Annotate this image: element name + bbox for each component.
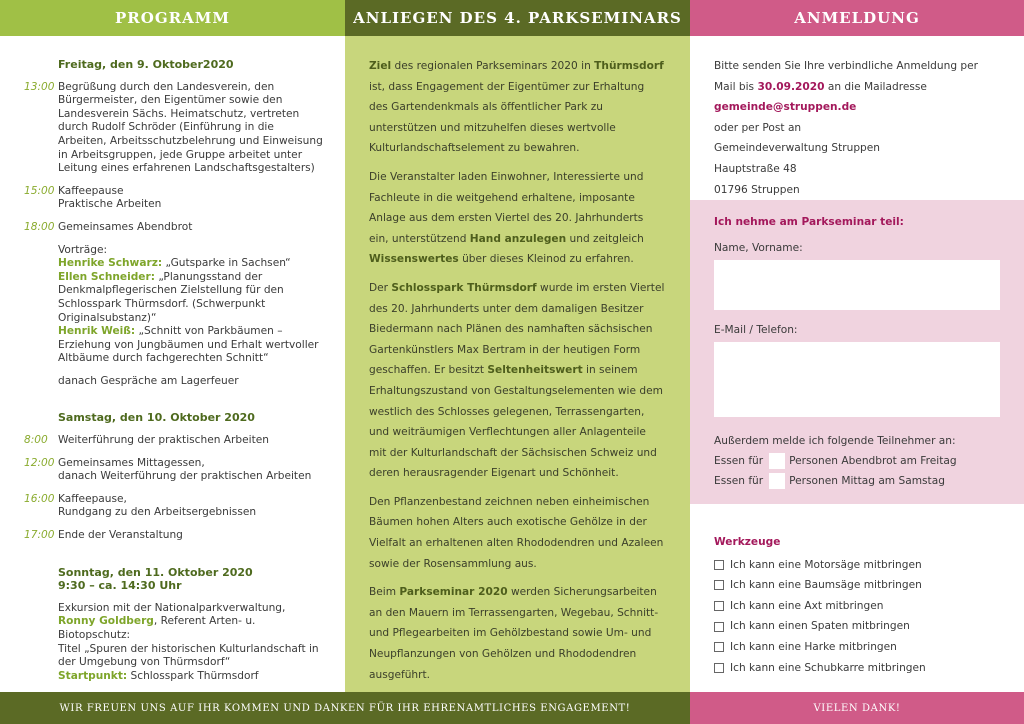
- schedule-row: [24, 221, 325, 235]
- text: des regionalen Parkseminars 2020 in: [391, 60, 595, 72]
- tool-option[interactable]: [714, 555, 926, 576]
- checkbox[interactable]: [714, 601, 724, 611]
- text: Beim: [369, 586, 400, 599]
- speaker-name: Henrik Weiß:: [58, 325, 136, 338]
- essen-row: [714, 451, 1000, 471]
- bold-text: Thürmsdorf: [594, 60, 664, 72]
- schedule-time: 12:00: [24, 456, 55, 469]
- vortrag-title: „Gutsparke in Sachsen“: [162, 257, 291, 270]
- sunday-start: [58, 670, 325, 684]
- name-label: Name, Vorname:: [714, 242, 803, 254]
- bold-text: Schlosspark Thürmsdorf: [391, 281, 537, 294]
- address-line: 01796 Struppen: [714, 183, 800, 196]
- tool-label: Ich kann eine Motorsäge mitbringen: [730, 558, 922, 571]
- text: wurde im ersten Viertel des 20. Jahrhunderts unter dem damaligen Besitzer Biedermann nach Plänen des namhaften sächsischen Gartenkünstlers Max Bertram in der heutigen Form geschaffen. Er besitzt: [369, 281, 665, 377]
- sunday-block: [58, 602, 325, 684]
- anliegen-body: [345, 36, 690, 685]
- vortrag-item: [58, 325, 325, 366]
- essen-row: [714, 471, 1000, 491]
- schedule-row: [24, 529, 325, 543]
- programm-column: [0, 0, 345, 692]
- form-title: Ich nehme am Parkseminar teil:: [714, 216, 904, 228]
- schedule-time: 13:00: [24, 80, 55, 93]
- tool-label: Ich kann eine Axt mitbringen: [730, 599, 884, 612]
- speaker-name: Ellen Schneider:: [58, 270, 155, 283]
- text: und zeitgleich: [566, 232, 644, 245]
- schedule-text: Gemeinsames Mittagessen, danach Weiterführung der praktischen Arbeiten: [58, 456, 312, 483]
- schedule-row: [24, 81, 325, 176]
- schedule-time: 8:00: [24, 434, 48, 447]
- tool-option[interactable]: [714, 637, 926, 658]
- address-line: Gemeindeverwaltung Struppen: [714, 142, 881, 155]
- checkbox[interactable]: [714, 622, 724, 632]
- essen-count-saturday[interactable]: [769, 473, 785, 489]
- anliegen-paragraph: [369, 278, 666, 484]
- registration-form: [690, 200, 1024, 504]
- tool-option[interactable]: [714, 616, 926, 637]
- checkbox[interactable]: [714, 663, 724, 673]
- tools-section: [714, 532, 926, 678]
- anliegen-paragraph: [369, 582, 666, 685]
- anliegen-paragraph: Den Pflanzenbestand zeichnen neben einheimischen Bäumen hohen Alters auch exotische Gehölze in der Vielfalt an erhaltenen alten Rhododendren und Azaleen sowie der Rosensammlung aus.: [369, 495, 664, 570]
- tools-title: Werkzeuge: [714, 536, 781, 548]
- schedule-text: Weiterführung der praktischen Arbeiten: [58, 434, 269, 447]
- anliegen-paragraph: [369, 167, 666, 270]
- essen-label: Personen Abendbrot am Freitag: [789, 455, 957, 467]
- email-link[interactable]: gemeinde@struppen.de: [714, 101, 857, 114]
- text: in seinem Erhaltungszustand von Gestaltungselementen wie dem westlich des Schlosses gelegenen, Terrassengarten, und weiträumigen Verflechtungen aller Anlagenteile mit der Kulturlandschaft der Sächsischen Schweiz und deren herausragender Eigenart und Schönheit.: [369, 364, 663, 480]
- address-line: Hauptstraße 48: [714, 162, 797, 175]
- text: Bitte senden Sie Ihre verbindliche Anmeldung per Mail bis: [714, 60, 979, 93]
- text: über dieses Kleinod zu erfahren.: [458, 253, 634, 266]
- bold-text: Wissenswertes: [369, 253, 459, 266]
- schedule-row: [24, 457, 325, 484]
- tool-option[interactable]: [714, 596, 926, 617]
- vortraege-label: Vorträge:: [58, 243, 108, 256]
- bold-text: Seltenheitswert: [487, 364, 583, 377]
- schedule-text: Kaffeepause Praktische Arbeiten: [58, 184, 162, 211]
- email-phone-field[interactable]: [714, 342, 1000, 417]
- vortrag-item: [58, 271, 325, 325]
- anmeldung-intro: [690, 36, 1024, 200]
- saturday-title: Samstag, den 10. Oktober 2020: [58, 411, 255, 425]
- sunday-excursion-title: Titel „Spuren der historischen Kulturlandschaft in der Umgebung von Thürmsdorf“: [58, 642, 319, 669]
- deadline: 30.09.2020: [757, 80, 825, 93]
- vortraege-block: [58, 244, 325, 366]
- guide-name: Ronny Goldberg: [58, 615, 154, 628]
- schedule-text: Begrüßung durch den Landesverein, den Bürgermeister, den Eigentümer sowie den Landesverein Sächs. Heimatschutz, vertreten durch Rudolf Schröder (Einführung in die Arbeiten, Arbeitsschutzbelehrung und Einweisung in Arbeitsgruppen, jede Gruppe arbeitet unter Leitung eines erfahrenen Landschaftsgestalters): [58, 80, 323, 175]
- schedule-time: 17:00: [24, 529, 55, 542]
- schedule-text: Kaffeepause, Rundgang zu den Arbeitsergebnissen: [58, 492, 257, 519]
- schedule-text: Gemeinsames Abendbrot: [58, 220, 193, 233]
- tool-label: Ich kann eine Harke mitbringen: [730, 640, 897, 653]
- sunday-title: Sonntag, den 11. Oktober 2020: [58, 565, 253, 579]
- anliegen-paragraph: [369, 56, 666, 159]
- extra-block: [714, 431, 1000, 491]
- bold-text: Ziel: [369, 60, 392, 72]
- friday-closing: danach Gespräche am Lagerfeuer: [58, 374, 239, 387]
- speaker-name: Henrike Schwarz:: [58, 257, 163, 270]
- vortrag-title: „Planungsstand der Denkmalpflegerischen Zielstellung für den Schlosspark Thürmsdorf. (Schwerpunkt Originalsubstanz)“: [58, 270, 284, 324]
- schedule-row: [24, 434, 325, 448]
- schedule-row: [24, 493, 325, 520]
- tool-label: Ich kann einen Spaten mitbringen: [730, 620, 910, 633]
- anmeldung-header: ANMELDUNG: [690, 0, 1024, 36]
- checkbox[interactable]: [714, 560, 724, 570]
- essen-prefix: Essen für: [714, 475, 764, 487]
- bold-text: Hand anzulegen: [469, 232, 567, 245]
- email-phone-label: E-Mail / Telefon:: [714, 324, 798, 336]
- anliegen-header: ANLIEGEN DES 4. PARKSEMINARS: [345, 0, 690, 36]
- text: Der: [369, 281, 392, 294]
- friday-title: Freitag, den 9. Oktober2020: [58, 58, 234, 71]
- intro-post: oder per Post an: [714, 121, 802, 134]
- tool-label: Ich kann eine Baumsäge mitbringen: [730, 579, 922, 592]
- name-field[interactable]: [714, 260, 1000, 310]
- text: ist, dass Engagement der Eigentümer zur Erhaltung des Gartendenkmals als öffentlicher Park zu unterstützen und mitzuhelfen dieses wertvolle Kulturlandschaftselement zu bewahren.: [369, 80, 645, 155]
- schedule-row: [24, 185, 325, 212]
- essen-count-friday[interactable]: [769, 453, 785, 469]
- checkbox[interactable]: [714, 642, 724, 652]
- text: Die Veranstalter laden Einwohner, Interessierte und Fachleute in die weitgehend erhaltene, imposante Anlage aus dem ersten Viertel des 20. Jahrhunderts ein, unterstützend: [369, 170, 644, 245]
- anmeldung-column: [690, 0, 1024, 692]
- vortrag-title: „Schnitt von Parkbäumen – Erziehung von Jungbäumen und Erhalt wertvoller Altbäume durch fachgerechten Schnitt“: [58, 325, 319, 365]
- bold-text: Parkseminar 2020: [399, 586, 508, 599]
- tool-label: Ich kann eine Schubkarre mitbringen: [730, 661, 926, 674]
- footer-right: VIELEN DANK!: [690, 692, 1024, 724]
- schedule-time: 15:00: [24, 184, 55, 197]
- sunday-guide: [58, 615, 325, 642]
- schedule-time: 16:00: [24, 492, 55, 505]
- tool-option[interactable]: [714, 575, 926, 596]
- footer-left: WIR FREUEN UNS AUF IHR KOMMEN UND DANKEN FÜR IHR EHRENAMTLICHES ENGAGEMENT!: [0, 692, 690, 724]
- intro-text: [714, 56, 1000, 118]
- essen-prefix: Essen für: [714, 455, 764, 467]
- tool-option[interactable]: [714, 658, 926, 679]
- anliegen-column: [345, 0, 690, 692]
- sunday-time: 9:30 – ca. 14:30 Uhr: [58, 579, 182, 593]
- guide-role: , Referent Arten- u. Biotopschutz:: [58, 615, 256, 641]
- programm-header: PROGRAMM: [0, 0, 345, 36]
- text: werden Sicherungsarbeiten an den Mauern im Terrassengarten, Wegebau, Schnitt- und Pflegearbeiten im Gehölzbestand sowie Um- und Neupflanzungen von Gehölzen und Rhododendren ausgeführt.: [369, 586, 659, 681]
- sunday-line1: Exkursion mit der Nationalparkverwaltung,: [58, 601, 286, 614]
- extra-label: Außerdem melde ich folgende Teilnehmer an:: [714, 435, 956, 447]
- start-label: Startpunkt:: [58, 669, 128, 682]
- programm-body: [0, 36, 345, 683]
- footer: [0, 692, 1024, 724]
- schedule-text: Ende der Veranstaltung: [58, 529, 183, 542]
- essen-label: Personen Mittag am Samstag: [789, 475, 945, 487]
- start-place: Schlosspark Thürmsdorf: [127, 669, 259, 682]
- checkbox[interactable]: [714, 580, 724, 590]
- schedule-time: 18:00: [24, 220, 55, 233]
- vortrag-item: [58, 257, 325, 271]
- text: an die Mailadresse: [824, 80, 927, 93]
